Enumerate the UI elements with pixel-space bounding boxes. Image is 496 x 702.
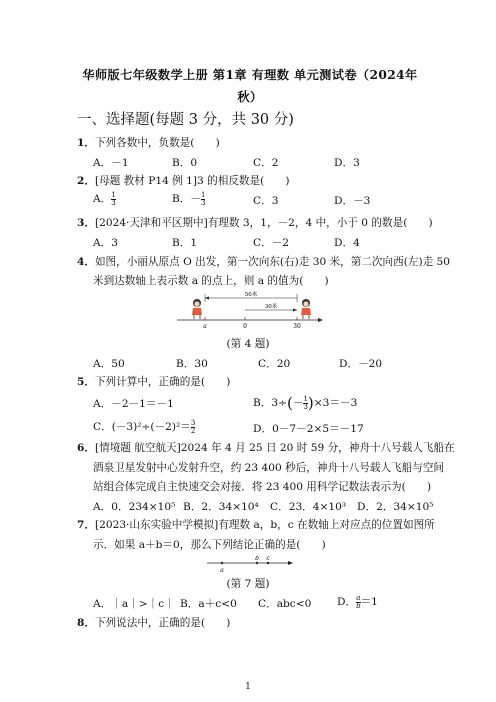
question-text: 下列说法中，正确的是( ) bbox=[94, 617, 231, 629]
paren-open: ( bbox=[287, 394, 293, 412]
fraction-numerator: 1 bbox=[200, 190, 206, 199]
option-c: C．－2 bbox=[253, 237, 290, 249]
option-label: C．(－3)²÷(－2)²＝ bbox=[93, 421, 191, 433]
option-label: A． bbox=[93, 193, 112, 205]
title-line-1: 华师版七年级数学上册 第1章 有理数 单元测试卷（2024年 bbox=[82, 68, 418, 82]
option-b: B．30 bbox=[176, 358, 208, 370]
option-label: B．－ bbox=[172, 193, 201, 205]
option-label: D． bbox=[337, 596, 357, 608]
option-a: A．3 bbox=[93, 237, 118, 249]
option-d: D．－20 bbox=[339, 358, 383, 370]
page-number: 1 bbox=[245, 682, 251, 692]
option-a bbox=[93, 191, 116, 207]
question-number: 7． bbox=[77, 519, 95, 531]
question-number: 8． bbox=[77, 617, 95, 629]
question-text: 下列计算中，正确的是( ) bbox=[94, 376, 231, 388]
question-text: [2023·山东实验中学模拟]有理数 a，b，c 在数轴上对应点的位置如图所 bbox=[94, 519, 435, 531]
option-c: C．20 bbox=[258, 358, 291, 370]
question-4-continued: 米到达数轴上表示数 a 的点上，则 a 的值为( ) bbox=[93, 275, 329, 287]
fraction-numerator: 1 bbox=[303, 394, 308, 403]
fraction bbox=[201, 192, 205, 207]
question-4 bbox=[77, 255, 450, 269]
option-d: D．0－7－2×5＝－17 bbox=[253, 423, 364, 435]
option-a: A．－2－1＝－1 bbox=[93, 398, 174, 410]
question-6-continued-2: 站组合体完成自主快速交会对接．将 23 400 用科学记数法表示为( ) bbox=[93, 481, 432, 493]
option-c: C．23．4×10³ bbox=[270, 501, 347, 513]
option-c: C．3 bbox=[253, 195, 279, 207]
question-5 bbox=[77, 375, 230, 389]
option-b: B．3÷(－ $\frac{1}{3}$ )×3＝－3 bbox=[253, 394, 358, 412]
option-d: D．2．34×10⁵ bbox=[357, 501, 434, 513]
tick-a: a bbox=[220, 567, 224, 574]
option-b: B．2．34×10⁴ bbox=[183, 501, 259, 513]
option-b: B．a＋c<0 bbox=[180, 598, 237, 610]
number-line-figure-4 bbox=[175, 290, 325, 332]
fraction bbox=[111, 192, 115, 207]
option-c: C．2 bbox=[253, 157, 279, 169]
option-d: D．3 bbox=[334, 157, 360, 169]
question-3 bbox=[77, 216, 433, 230]
paren-close: ) bbox=[307, 394, 314, 412]
option-c bbox=[93, 419, 195, 435]
option-label: B．3÷ bbox=[253, 397, 287, 409]
option-a: A．0．234×10⁵ bbox=[93, 501, 176, 513]
question-2 bbox=[77, 174, 290, 188]
question-number: 6． bbox=[77, 442, 95, 454]
label-30m: 30米 bbox=[264, 304, 278, 310]
question-text: 下列各数中，负数是( ) bbox=[94, 137, 220, 149]
fraction-denominator: b bbox=[356, 601, 361, 610]
option-d: D．－3 bbox=[334, 195, 371, 207]
tick-a: a bbox=[203, 323, 207, 330]
option-a: A．｜a｜>｜c｜ bbox=[93, 598, 175, 610]
fraction-numerator: 1 bbox=[111, 190, 116, 199]
question-number: 2． bbox=[77, 175, 95, 187]
tick-30: 30 bbox=[293, 323, 301, 330]
figure-4-caption: (第 4 题) bbox=[226, 338, 270, 350]
option-c: C．abc<0 bbox=[258, 598, 312, 610]
question-text: 如图，小丽从原点 O 出发，第一次向东(右)走 30 米，第二次向西(左)走 50 bbox=[94, 256, 451, 268]
girl-left-icon bbox=[192, 299, 202, 319]
question-7-continued: 示．如果 a＋b＝0，那么下列结论正确的是( ) bbox=[93, 539, 326, 551]
question-text: [情境题 航空航天]2024 年 4 月 25 日 20 时 59 分，神舟十八号载人飞船在 bbox=[94, 442, 455, 454]
fraction-denominator: 2 bbox=[190, 426, 196, 435]
question-1 bbox=[77, 136, 220, 150]
fraction-denominator: 3 bbox=[111, 198, 116, 207]
option-b bbox=[172, 191, 205, 207]
fraction-numerator: a bbox=[356, 593, 361, 602]
option-b: B．1 bbox=[172, 237, 198, 249]
tick-b: b bbox=[255, 556, 259, 562]
fraction-numerator: 3 bbox=[190, 418, 196, 427]
section-heading: 一、选择题(每题 3 分，共 30 分) bbox=[77, 112, 294, 128]
number-line-figure-7 bbox=[205, 556, 295, 574]
question-6-continued-1: 酒泉卫星发射中心发射升空，约 23 400 秒后，神舟十八号载人飞船与空间 bbox=[93, 462, 445, 474]
question-7 bbox=[77, 518, 435, 532]
option-b: B．0 bbox=[172, 157, 198, 169]
girl-right-icon bbox=[301, 299, 311, 319]
question-8 bbox=[77, 616, 230, 630]
tick-c: c bbox=[266, 556, 270, 562]
figure-7-caption: (第 7 题) bbox=[226, 578, 270, 590]
option-d bbox=[337, 594, 378, 610]
question-number: 1． bbox=[77, 137, 95, 149]
question-number: 3． bbox=[77, 217, 95, 229]
label-50m: 50米 bbox=[244, 292, 258, 298]
question-number: 4． bbox=[77, 256, 95, 268]
question-6 bbox=[77, 441, 455, 455]
question-text: [母题 教材 P14 例 1]3 的相反数是( ) bbox=[94, 175, 290, 187]
question-number: 5． bbox=[77, 376, 95, 388]
title-line-2: 秋） bbox=[237, 90, 263, 104]
option-tail: ×3＝－3 bbox=[313, 397, 358, 409]
fraction bbox=[191, 420, 195, 435]
fraction-denominator: 3 bbox=[303, 402, 308, 411]
option-tail: ＝1 bbox=[360, 596, 378, 608]
option-a: A．50 bbox=[93, 358, 125, 370]
option-a: A．－1 bbox=[93, 157, 129, 169]
page-title bbox=[40, 64, 460, 108]
option-d: D．4 bbox=[334, 237, 360, 249]
question-text: [2024·天津和平区期中]有理数 3，1，－2，4 中，小于 0 的数是( ) bbox=[94, 217, 433, 229]
fraction-denominator: 3 bbox=[200, 198, 206, 207]
tick-0: 0 bbox=[243, 323, 247, 330]
